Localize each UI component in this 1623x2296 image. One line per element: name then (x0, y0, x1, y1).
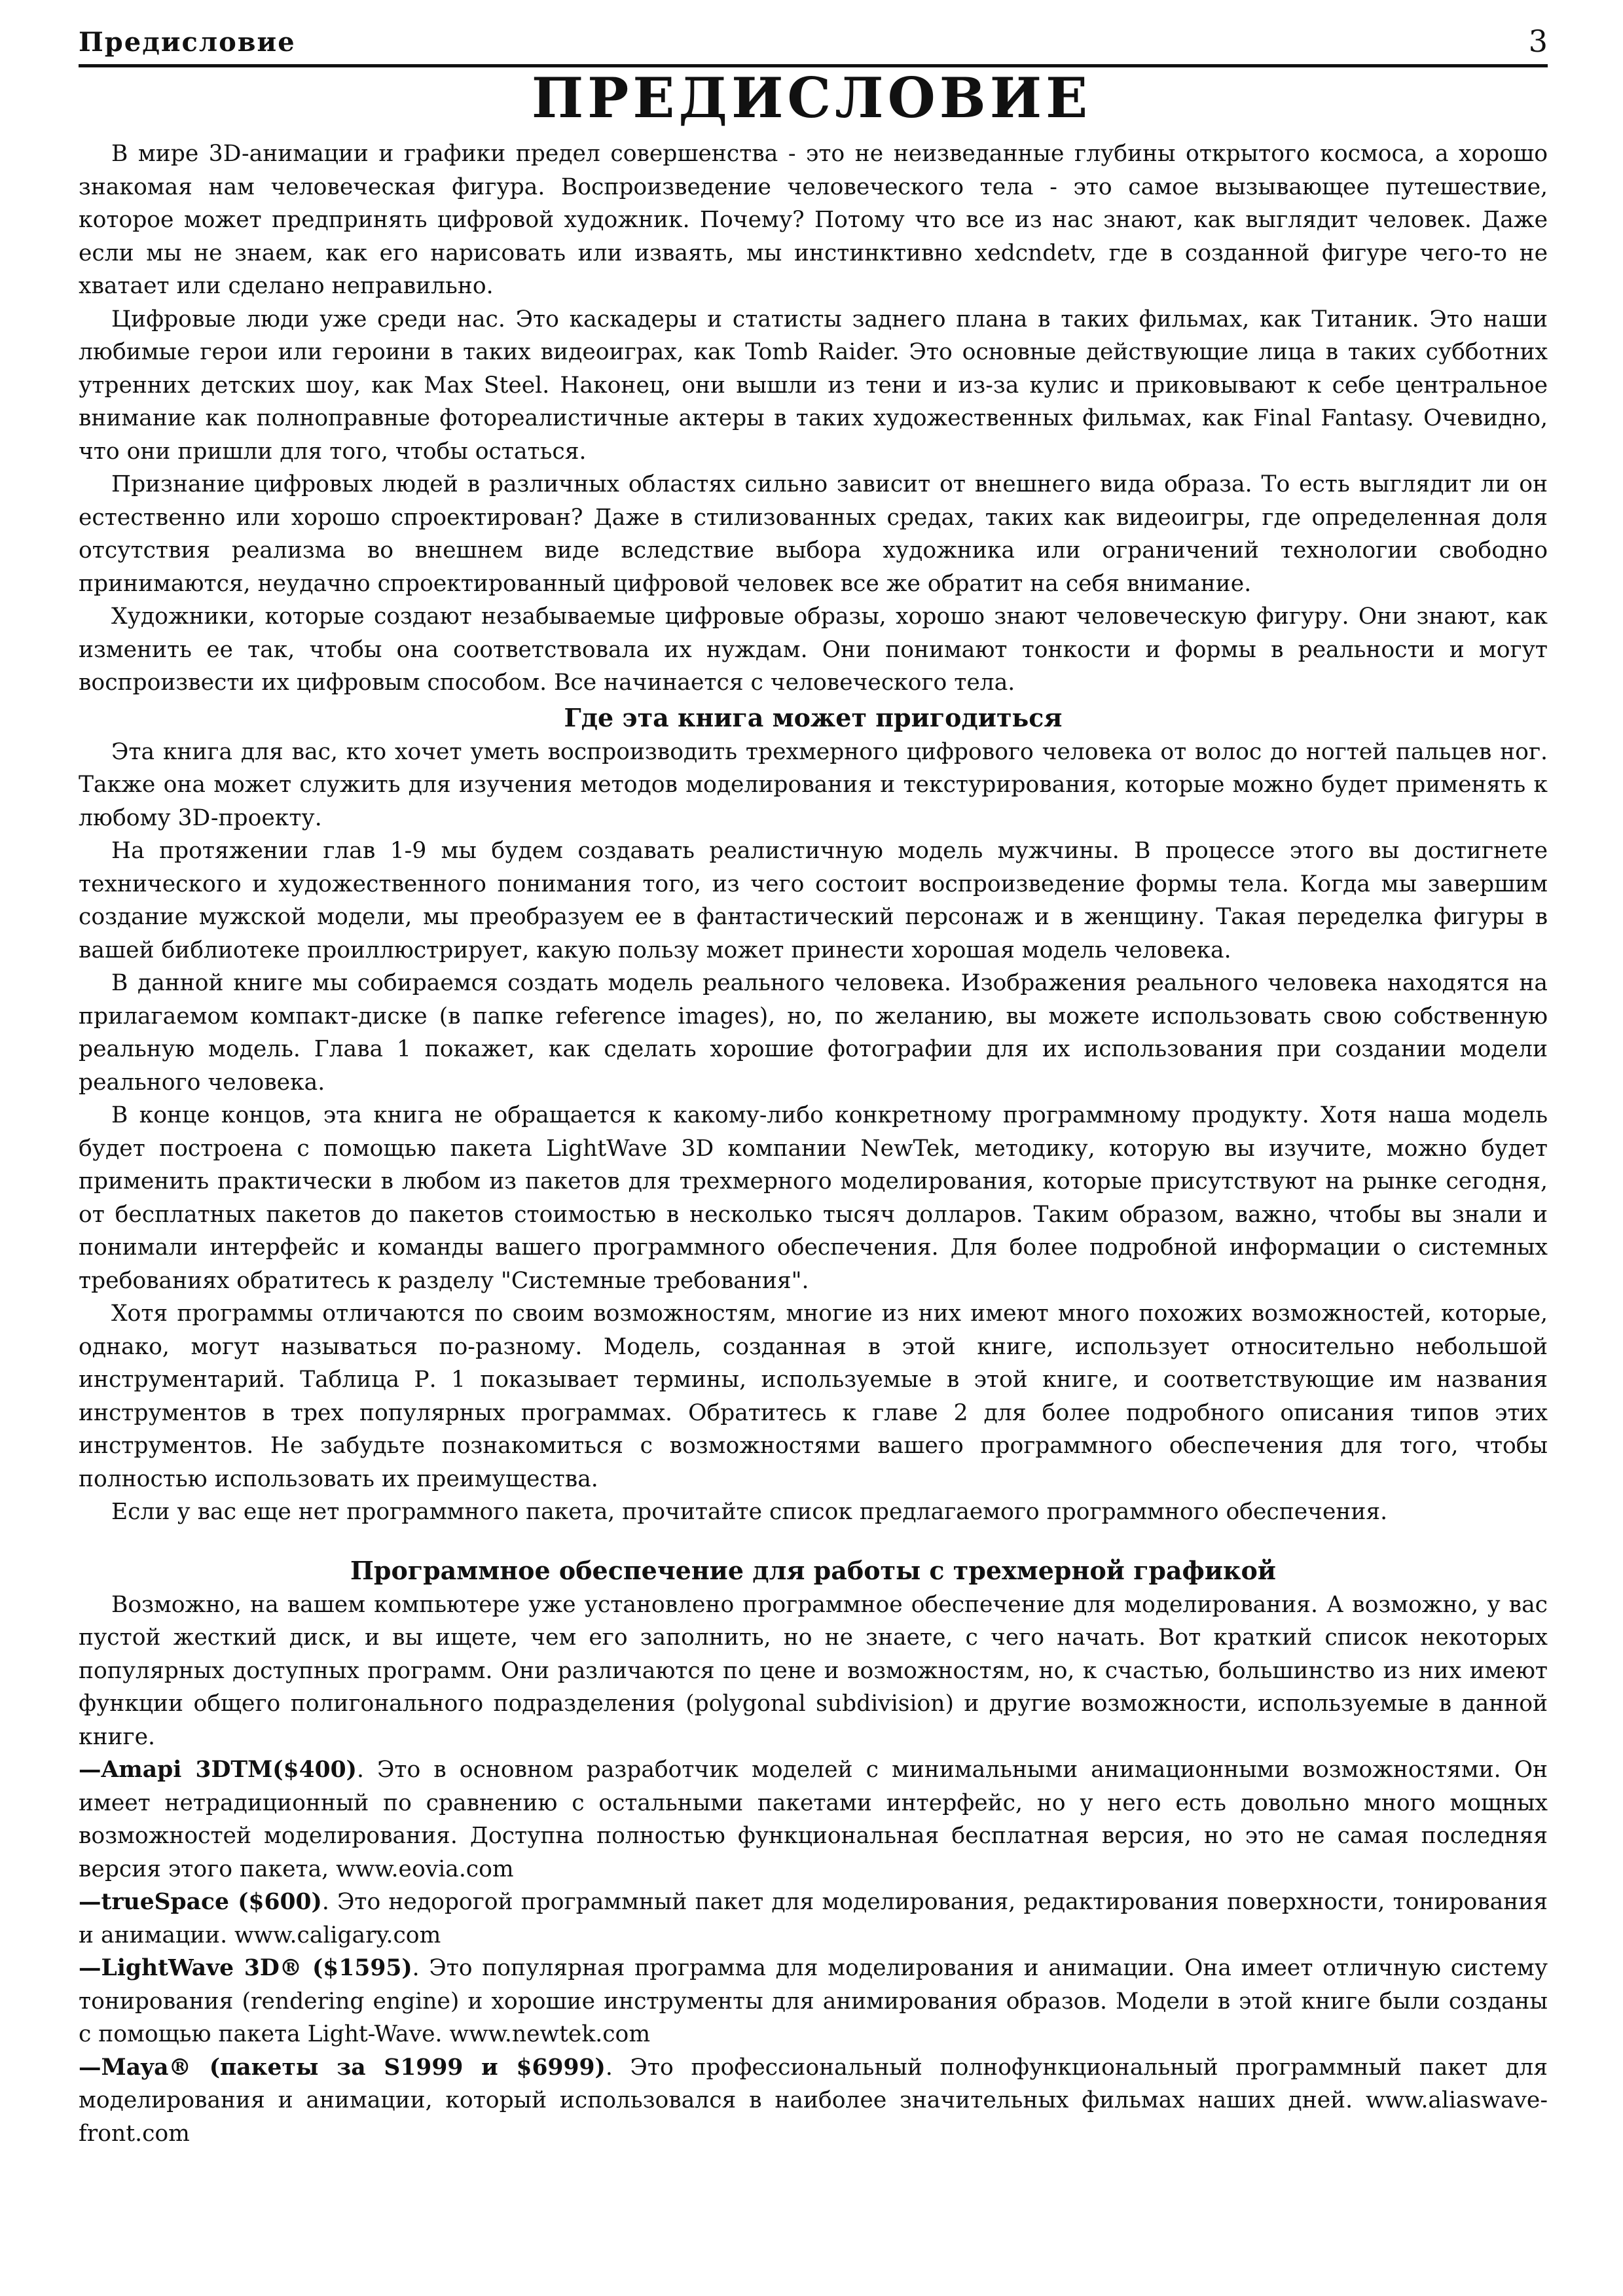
paragraph: Признание цифровых людей в различных областях сильно зависит от внешнего вида образа. То есть выглядит ли он естественно или хорошо спроектирован? Даже в стилизованных средах, таких как видеоигры, где определенная доля отсутствия реализма во внешнем виде вследствие выбора художника или ограничений технологии свободно принимаются, неудачно спроектированный цифровой человек все же обратит на себя внимание. (79, 471, 1548, 597)
software-item (79, 2051, 1548, 2151)
section-heading: Где эта книга может пригодиться (564, 702, 1063, 732)
software-name: —LightWave 3D® ($1595) (79, 1955, 412, 1981)
paragraph: Цифровые люди уже среди нас. Это каскадеры и статисты заднего плана в таких фильмах, как Титаник. Это наши любимые герои или героини в таких видеоиграх, как Tomb Raider. Это основные действующие лица в таких субботних утренних детских шоу, как Max Steel. Наконец, они вышли из тени и из-за кулис и приковывают к себе центральное внимание как полноправные фотореалистичные актеры в таких художественных фильмах, как Final Fantasy. Очевидно, что они пришли для того, чтобы остаться. (79, 306, 1548, 465)
software-description: . Это профессиональный полнофункциональный программный пакет для моделирования и анимации, который использовался в наиболее значительных фильмах наших дней. www.aliaswave-front.com (79, 2054, 1548, 2147)
paragraph: В конце концов, эта книга не обращается к какому-либо конкретному программному продукту. Хотя наша модель будет построена с помощью пакета LightWave 3D компании NewTek, методику, которую вы изучите, можно будет применить практически в любом из пакетов для трехмерного моделирования, которые присутствуют на рынке сегодня, от бесплатных пакетов до пакетов стоимостью в несколько тысяч долларов. Таким образом, важно, чтобы вы знали и понимали интерфейс и команды вашего программного обеспечения. Для более подробной информации о системных требованиях обратитесь к разделу "Системные требования". (79, 1102, 1548, 1294)
paragraph: Эта книга для вас, кто хочет уметь воспроизводить трехмерного цифрового человека от волос до ногтей пальцев ног. Также она может служить для изучения методов моделирования и текстурирования, которые можно будет применять к любому 3D-проекту. (79, 738, 1548, 831)
body-text (79, 137, 1548, 2150)
software-name: —Amapi 3DTM($400) (79, 1757, 357, 1783)
page-number: 3 (1528, 24, 1548, 59)
software-item (79, 1952, 1548, 2051)
chapter-title: ПРЕДИСЛОВИЕ (531, 65, 1092, 130)
paragraph: В мире 3D-анимации и графики предел совершенства - это не неизведанные глубины открытого космоса, а хорошо знакомая нам человеческая фигура. Воспроизведение человеческого тела - это самое вызывающее путешествие, которое может предпринять цифровой художник. Почему? Потому что все из нас знают, как выглядит человек. Даже если мы не знаем, как его нарисовать или изваять, мы инстинктивно xedcndetv, где в созданной фигуре чего-то не хватает или сделано неправильно. (79, 141, 1548, 299)
paragraph: Возможно, на вашем компьютере уже установлено программное обеспечение для моделирования. А возможно, у вас пустой жесткий диск, и вы ищете, чем его заполнить, но не знаете, с чего начать. Вот краткий список некоторых популярных доступных программ. Они различаются по цене и возможностям, но, к счастью, большинство из них имеют функции общего полигонального подразделения (polygonal subdivision) и другие возможности, используемые в данной книге. (79, 1591, 1548, 1750)
paragraph: Если у вас еще нет программного пакета, прочитайте список предлагаемого программного обеспечения. (111, 1499, 1388, 1525)
running-header (79, 8, 1548, 67)
paragraph: На протяжении глав 1-9 мы будем создавать реалистичную модель мужчины. В процессе этого вы достигнете технического и художественного понимания того, из чего состоит воспроизведение формы тела. Когда мы завершим создание мужской модели, мы преобразуем ее в фантастический персонаж и в женщину. Такая переделка фигуры в вашей библиотеке проиллюстрирует, какую пользу может принести хорошая модель человека. (79, 838, 1548, 963)
software-description: . Это популярная программа для моделирования и анимации. Она имеет отличную систему тонирования (rendering engine) и хорошие инструменты для анимирования образов. Модели в этой книге были созданы с помощью пакета Light-Wave. www.newtek.com (79, 1955, 1548, 2047)
software-name: —trueSpace ($600) (79, 1889, 322, 1915)
software-item (79, 1753, 1548, 1886)
paragraph: Хотя программы отличаются по своим возможностям, многие из них имеют много похожих возможностей, которые, однако, могут называться по-разному. Модель, созданная в этой книге, использует относительно небольшой инструментарий. Таблица Р. 1 показывает термины, используемые в этой книге, и соответствующие им названия инструментов в трех популярных программах. Обратитесь к главе 2 для более подробного описания типов этих инструментов. Не забудьте познакомиться с возможностями вашего программного обеспечения для того, чтобы полностью использовать их преимущества. (79, 1300, 1548, 1492)
software-description: . Это недорогой программный пакет для моделирования, редактирования поверхности, тонирования и анимации. www.caligary.com (79, 1889, 1548, 1948)
paragraph: Художники, которые создают незабываемые цифровые образы, хорошо знают человеческую фигуру. Они знают, как изменить ее так, чтобы она соответствовала их нуждам. Они понимают тонкости и формы в реальности и могут воспроизвести их цифровым способом. Все начинается с человеческого тела. (79, 603, 1548, 696)
section-heading: Программное обеспечение для работы с трехмерной графикой (350, 1555, 1276, 1585)
paragraph: В данной книге мы собираемся создать модель реального человека. Изображения реального человека находятся на прилагаемом компакт-диске (в папке reference images), но, по желанию, вы можете использовать свою собственную реальную модель. Глава 1 покажет, как сделать хорошие фотографии для их использования при создании модели реального человека. (79, 970, 1548, 1096)
software-item (79, 1886, 1548, 1952)
software-description: . Это в основном разработчик моделей с минимальными анимационными возможностями. Он имеет нетрадиционный по сравнению с остальными пакетами интерфейс, но у него есть довольно много мощных возможностей моделирования. Доступна полностью функциональная бесплатная версия, но это не самая последняя версия этого пакета, www.eovia.com (79, 1757, 1548, 1882)
running-title: Предисловие (79, 27, 296, 58)
software-name: —Maya® (пакеты за S1999 и $6999) (79, 2054, 606, 2081)
